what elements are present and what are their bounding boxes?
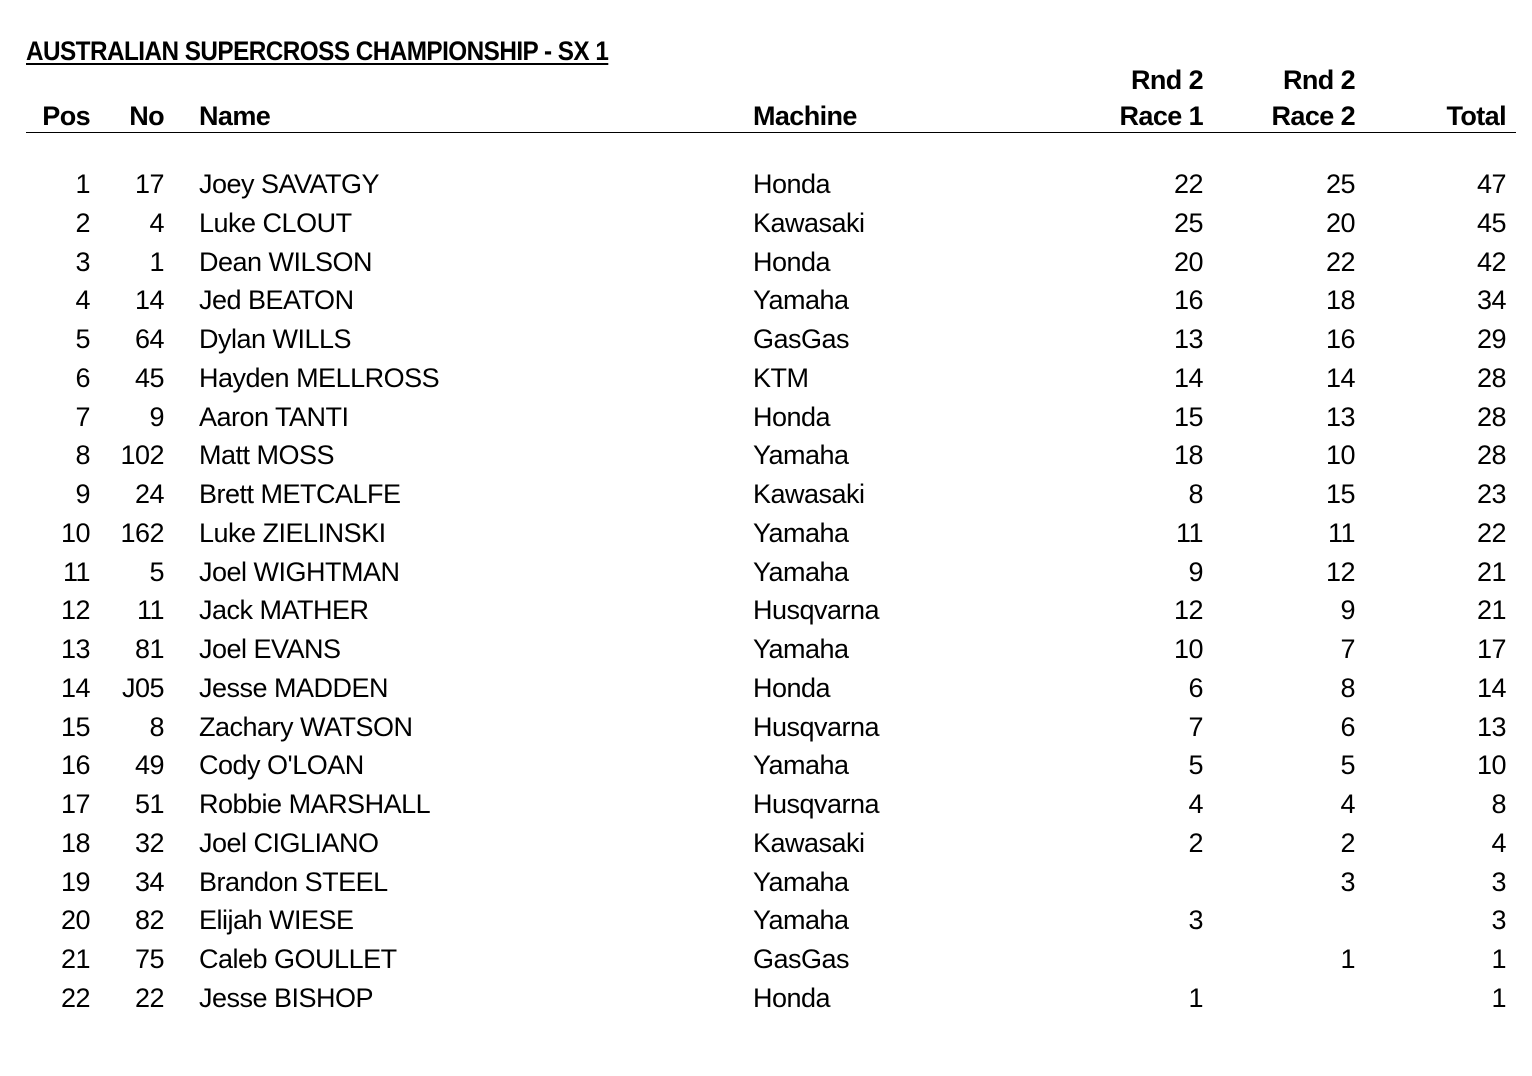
table-row bbox=[26, 785, 1516, 824]
race2-points-cell: 22 bbox=[1325, 246, 1355, 277]
rider-number-cell: 45 bbox=[134, 362, 164, 393]
machine-cell: Yamaha bbox=[753, 440, 849, 471]
rider-name-cell: Joel EVANS bbox=[199, 634, 341, 664]
race1-points-cell: 8 bbox=[1188, 479, 1203, 509]
machine-cell: Yamaha bbox=[753, 634, 849, 664]
position-cell: 6 bbox=[75, 362, 90, 393]
total-points-cell: 3 bbox=[1491, 866, 1506, 897]
rider-name-cell: Jesse MADDEN bbox=[199, 672, 389, 703]
table-row bbox=[26, 901, 1516, 940]
total-points-cell: 3 bbox=[1491, 905, 1506, 936]
rider-number-cell: 162 bbox=[120, 517, 164, 548]
column-header-race1-round: Rnd 2 bbox=[1130, 65, 1203, 95]
machine-cell: Kawasaki bbox=[753, 479, 865, 509]
rider-number-cell: 82 bbox=[134, 905, 164, 936]
machine-cell: Yamaha bbox=[753, 517, 849, 548]
position-cell: 1 bbox=[75, 169, 90, 199]
page-title: AUSTRALIAN SUPERCROSS CHAMPIONSHIP - SX 1 bbox=[26, 36, 609, 66]
total-points-cell: 10 bbox=[1476, 750, 1506, 781]
race2-points-cell: 16 bbox=[1325, 324, 1355, 354]
rider-name-cell: Luke ZIELINSKI bbox=[199, 517, 386, 548]
rider-name-cell: Jack MATHER bbox=[199, 595, 369, 626]
total-points-cell: 23 bbox=[1476, 479, 1506, 509]
rider-name-cell: Brandon STEEL bbox=[199, 866, 388, 897]
total-points-cell: 28 bbox=[1476, 362, 1506, 393]
race1-points-cell: 14 bbox=[1173, 362, 1203, 393]
rider-name-cell: Matt MOSS bbox=[199, 440, 335, 471]
race1-points-cell: 1 bbox=[1188, 982, 1203, 1013]
position-cell: 20 bbox=[60, 905, 90, 936]
total-points-cell: 28 bbox=[1476, 401, 1506, 432]
table-row bbox=[26, 630, 1516, 669]
position-cell: 4 bbox=[75, 285, 90, 316]
machine-cell: Yamaha bbox=[753, 750, 849, 781]
position-cell: 3 bbox=[75, 246, 90, 277]
position-cell: 2 bbox=[75, 207, 90, 238]
position-cell: 18 bbox=[60, 827, 90, 858]
rider-number-cell: 22 bbox=[134, 982, 164, 1013]
race1-points-cell: 25 bbox=[1173, 207, 1203, 238]
machine-cell: GasGas bbox=[753, 324, 850, 354]
rider-number-cell: 14 bbox=[134, 285, 164, 316]
rider-number-cell: 81 bbox=[134, 634, 164, 664]
machine-cell: Husqvarna bbox=[753, 789, 880, 819]
table-row bbox=[26, 824, 1516, 863]
machine-cell: Honda bbox=[753, 401, 831, 432]
total-points-cell: 28 bbox=[1476, 440, 1506, 471]
table-row bbox=[26, 281, 1516, 320]
race2-points-cell: 4 bbox=[1340, 789, 1355, 819]
rider-name-cell: Joel CIGLIANO bbox=[199, 827, 379, 858]
race1-points-cell: 9 bbox=[1188, 556, 1203, 587]
rider-name-cell: Brett METCALFE bbox=[199, 479, 401, 509]
machine-cell: Honda bbox=[753, 982, 831, 1013]
table-row bbox=[26, 591, 1516, 630]
total-points-cell: 45 bbox=[1476, 207, 1506, 238]
position-cell: 7 bbox=[75, 401, 90, 432]
rider-number-cell: 4 bbox=[149, 207, 164, 238]
table-row bbox=[26, 165, 1516, 204]
total-points-cell: 13 bbox=[1476, 711, 1506, 742]
race2-points-cell: 7 bbox=[1340, 634, 1355, 664]
rider-number-cell: 17 bbox=[134, 169, 164, 199]
position-cell: 10 bbox=[60, 517, 90, 548]
position-cell: 12 bbox=[60, 595, 90, 626]
position-cell: 14 bbox=[60, 672, 90, 703]
race2-points-cell: 2 bbox=[1340, 827, 1355, 858]
race1-points-cell: 16 bbox=[1173, 285, 1203, 316]
rider-number-cell: 51 bbox=[134, 789, 164, 819]
position-cell: 17 bbox=[60, 789, 90, 819]
race2-points-cell: 11 bbox=[1327, 517, 1355, 548]
rider-number-cell: 49 bbox=[134, 750, 164, 781]
column-header-race2-round: Rnd 2 bbox=[1282, 65, 1355, 95]
position-cell: 11 bbox=[62, 556, 90, 587]
rider-name-cell: Caleb GOULLET bbox=[199, 944, 397, 974]
table-row bbox=[26, 320, 1516, 359]
rider-name-cell: Luke CLOUT bbox=[199, 207, 352, 238]
position-cell: 22 bbox=[60, 982, 90, 1013]
machine-cell: Husqvarna bbox=[753, 711, 880, 742]
machine-cell: Yamaha bbox=[753, 905, 849, 936]
position-cell: 8 bbox=[75, 440, 90, 471]
table-header bbox=[26, 62, 1516, 133]
total-points-cell: 42 bbox=[1476, 246, 1506, 277]
table-row bbox=[26, 243, 1516, 282]
rider-name-cell: Elijah WIESE bbox=[199, 905, 354, 936]
rider-number-cell: J05 bbox=[121, 672, 164, 703]
total-points-cell: 21 bbox=[1476, 595, 1506, 626]
table-row bbox=[26, 940, 1516, 979]
column-header-name: Name bbox=[199, 101, 271, 131]
race1-points-cell: 13 bbox=[1173, 324, 1203, 354]
column-header-total: Total bbox=[1446, 101, 1506, 131]
rider-name-cell: Dylan WILLS bbox=[199, 324, 352, 354]
rider-number-cell: 64 bbox=[134, 324, 164, 354]
column-header-race1-race: Race 1 bbox=[1119, 101, 1203, 131]
race1-points-cell: 22 bbox=[1173, 169, 1203, 199]
race2-points-cell: 5 bbox=[1340, 750, 1355, 781]
rider-number-cell: 32 bbox=[134, 827, 164, 858]
position-cell: 16 bbox=[60, 750, 90, 781]
table-row bbox=[26, 979, 1516, 1018]
race1-points-cell: 6 bbox=[1188, 672, 1203, 703]
rider-name-cell: Joey SAVATGY bbox=[199, 169, 380, 199]
table-row bbox=[26, 669, 1516, 708]
rider-number-cell: 1 bbox=[149, 246, 164, 277]
race1-points-cell: 2 bbox=[1188, 827, 1203, 858]
total-points-cell: 17 bbox=[1476, 634, 1506, 664]
table-row bbox=[26, 359, 1516, 398]
total-points-cell: 22 bbox=[1476, 517, 1506, 548]
total-points-cell: 29 bbox=[1476, 324, 1506, 354]
race1-points-cell: 11 bbox=[1175, 517, 1203, 548]
machine-cell: Kawasaki bbox=[753, 827, 865, 858]
column-header-race2-race: Race 2 bbox=[1271, 101, 1355, 131]
machine-cell: Husqvarna bbox=[753, 595, 880, 626]
rider-name-cell: Aaron TANTI bbox=[199, 401, 349, 432]
race2-points-cell: 18 bbox=[1325, 285, 1355, 316]
table-row bbox=[26, 514, 1516, 553]
position-cell: 15 bbox=[60, 711, 90, 742]
race1-points-cell: 4 bbox=[1188, 789, 1203, 819]
rider-number-cell: 5 bbox=[149, 556, 164, 587]
rider-name-cell: Jesse BISHOP bbox=[199, 982, 374, 1013]
race2-points-cell: 15 bbox=[1325, 479, 1355, 509]
rider-name-cell: Jed BEATON bbox=[199, 285, 354, 316]
total-points-cell: 1 bbox=[1491, 982, 1506, 1013]
race1-points-cell: 7 bbox=[1188, 711, 1203, 742]
race2-points-cell: 13 bbox=[1325, 401, 1355, 432]
rider-name-cell: Dean WILSON bbox=[199, 246, 373, 277]
machine-cell: Yamaha bbox=[753, 866, 849, 897]
rider-number-cell: 34 bbox=[134, 866, 164, 897]
race2-points-cell: 3 bbox=[1340, 866, 1355, 897]
race2-points-cell: 9 bbox=[1340, 595, 1355, 626]
machine-cell: GasGas bbox=[753, 944, 850, 974]
position-cell: 19 bbox=[60, 866, 90, 897]
rider-name-cell: Hayden MELLROSS bbox=[199, 362, 440, 393]
race2-points-cell: 25 bbox=[1325, 169, 1355, 199]
race2-points-cell: 12 bbox=[1325, 556, 1355, 587]
machine-cell: Kawasaki bbox=[753, 207, 865, 238]
table-row bbox=[26, 398, 1516, 437]
machine-cell: Honda bbox=[753, 169, 831, 199]
total-points-cell: 14 bbox=[1476, 672, 1506, 703]
race1-points-cell: 10 bbox=[1173, 634, 1203, 664]
rider-name-cell: Cody O'LOAN bbox=[199, 750, 364, 781]
rider-number-cell: 9 bbox=[149, 401, 164, 432]
table-row bbox=[26, 204, 1516, 243]
race1-points-cell: 15 bbox=[1173, 401, 1203, 432]
position-cell: 5 bbox=[75, 324, 90, 354]
machine-cell: Yamaha bbox=[753, 556, 849, 587]
rider-name-cell: Zachary WATSON bbox=[199, 711, 413, 742]
position-cell: 9 bbox=[75, 479, 90, 509]
machine-cell: Honda bbox=[753, 672, 831, 703]
total-points-cell: 8 bbox=[1491, 789, 1506, 819]
race2-points-cell: 8 bbox=[1340, 672, 1355, 703]
total-points-cell: 34 bbox=[1476, 285, 1506, 316]
total-points-cell: 4 bbox=[1491, 827, 1506, 858]
column-header-no: No bbox=[129, 101, 164, 131]
rider-number-cell: 24 bbox=[134, 479, 164, 509]
race2-points-cell: 6 bbox=[1340, 711, 1355, 742]
table-row bbox=[26, 436, 1516, 475]
machine-cell: Yamaha bbox=[753, 285, 849, 316]
race2-points-cell: 10 bbox=[1325, 440, 1355, 471]
position-cell: 21 bbox=[60, 944, 90, 974]
machine-cell: KTM bbox=[753, 362, 809, 393]
column-header-pos: Pos bbox=[42, 101, 90, 131]
machine-cell: Honda bbox=[753, 246, 831, 277]
rider-name-cell: Robbie MARSHALL bbox=[199, 789, 431, 819]
race2-points-cell: 20 bbox=[1325, 207, 1355, 238]
total-points-cell: 47 bbox=[1476, 169, 1506, 199]
table-row bbox=[26, 746, 1516, 785]
table-row bbox=[26, 475, 1516, 514]
race2-points-cell: 1 bbox=[1340, 944, 1355, 974]
race2-points-cell: 14 bbox=[1325, 362, 1355, 393]
rider-number-cell: 102 bbox=[120, 440, 164, 471]
rider-number-cell: 8 bbox=[149, 711, 164, 742]
total-points-cell: 1 bbox=[1491, 944, 1506, 974]
rider-name-cell: Joel WIGHTMAN bbox=[199, 556, 400, 587]
position-cell: 13 bbox=[60, 634, 90, 664]
column-header-race2 bbox=[1216, 62, 1355, 134]
results-table bbox=[26, 165, 1516, 1018]
race1-points-cell: 20 bbox=[1173, 246, 1203, 277]
race1-points-cell: 3 bbox=[1188, 905, 1203, 936]
race1-points-cell: 5 bbox=[1188, 750, 1203, 781]
race1-points-cell: 18 bbox=[1173, 440, 1203, 471]
race1-points-cell: 12 bbox=[1173, 595, 1203, 626]
column-header-race1 bbox=[1066, 62, 1203, 134]
rider-number-cell: 75 bbox=[134, 944, 164, 974]
table-row bbox=[26, 553, 1516, 592]
table-row bbox=[26, 708, 1516, 747]
rider-number-cell: 11 bbox=[136, 595, 164, 626]
total-points-cell: 21 bbox=[1476, 556, 1506, 587]
column-header-machine: Machine bbox=[753, 101, 857, 131]
table-row bbox=[26, 863, 1516, 902]
